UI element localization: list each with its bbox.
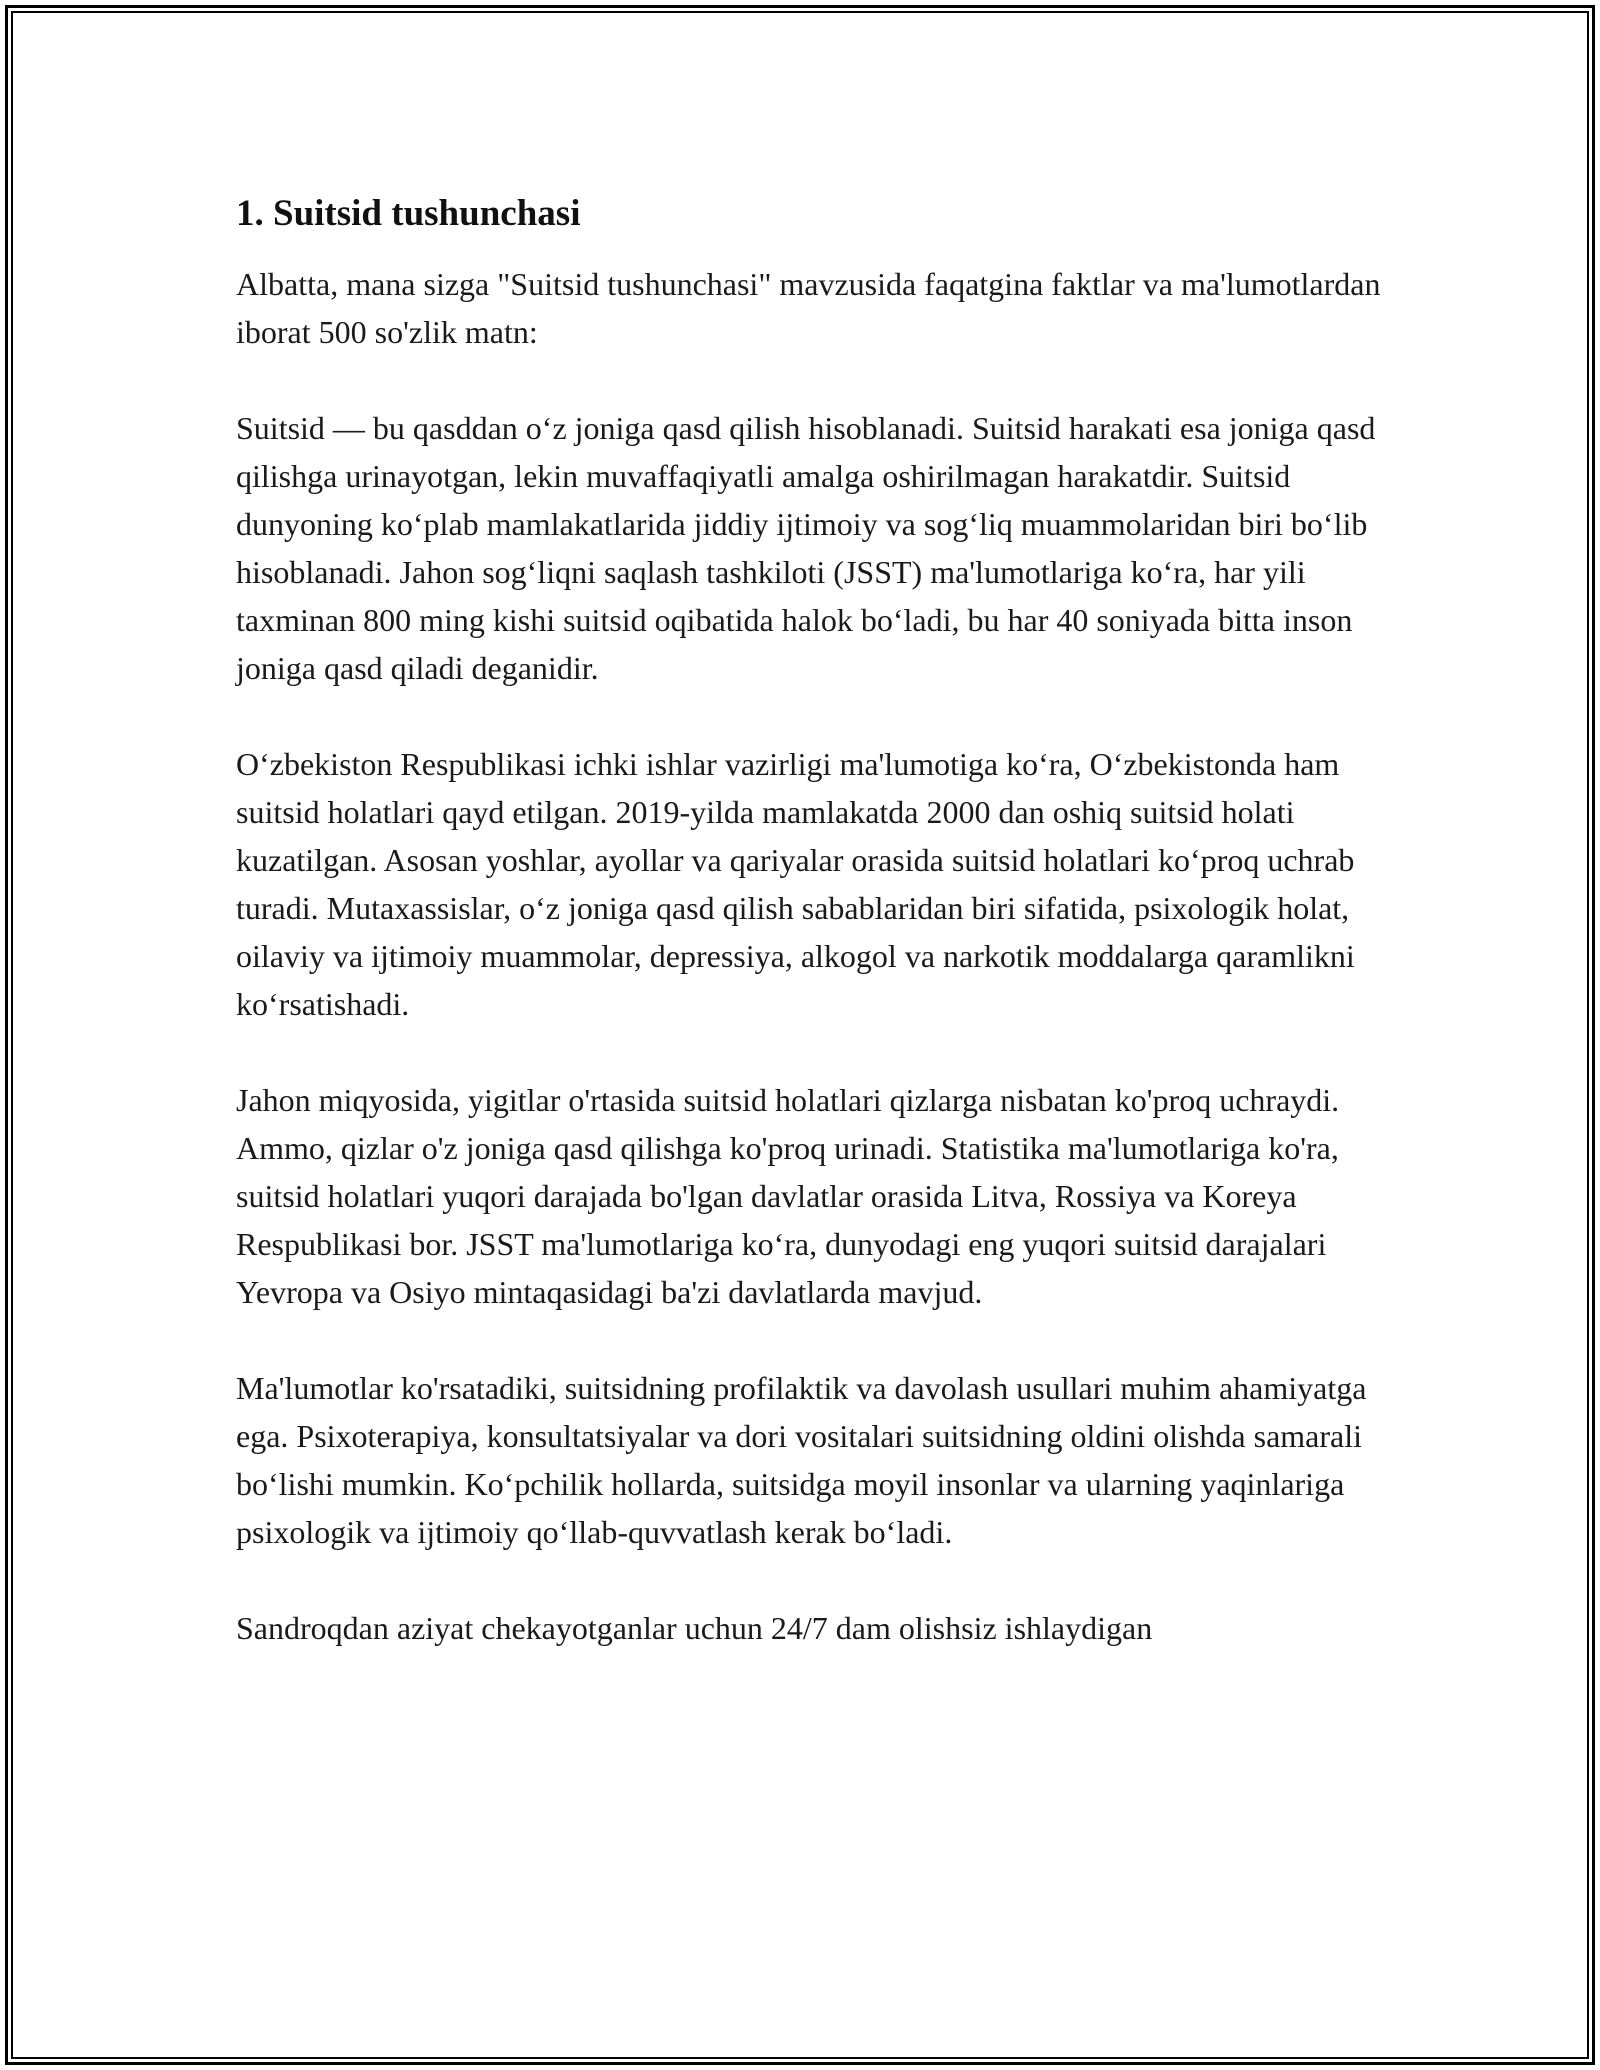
prevention-paragraph: Ma'lumotlar ko'rsatadiki, suitsidning profilaktik va davolash usullari muhim ahamiyatga ega. Psixoterapiya, konsultatsiyalar va dori vositalari suitsidning oldini olishda samarali bo‘lishi mumkin. Ko‘pchilik hollarda, suitsidga moyil insonlar va ularning yaqinlariga psixologik va ijtimoiy qo‘llab-quvvatlash kerak bo‘ladi.: [236, 1370, 1367, 1550]
section-heading: 1. Suitsid tushunchasi: [236, 193, 581, 234]
global-statistics-paragraph: Jahon miqyosida, yigitlar o'rtasida suitsid holatlari qizlarga nisbatan ko'proq uchraydi. Ammo, qizlar o'z joniga qasd qilishga ko'proq urinadi. Statistika ma'lumotlariga ko'ra, suitsid holatlari yuqori darajada bo'lgan davlatlar orasida Litva, Rossiya va Koreya Respublikasi bor. JSST ma'lumotlariga ko‘ra, dunyodagi eng yuqori suitsid darajalari Yevropa va Osiyo mintaqasidagi ba'zi davlatlarda mavjud.: [236, 1082, 1340, 1310]
definition-paragraph: Suitsid — bu qasddan o‘z joniga qasd qilish hisoblanadi. Suitsid harakati esa joniga qasd qilishga urinayotgan, lekin muvaffaqiyatli amalga oshirilmagan harakatdir. Suitsid dunyoning ko‘plab mamlakatlarida jiddiy ijtimoiy va sog‘liq muammolaridan biri bo‘lib hisoblanadi. Jahon sog‘liqni saqlash tashkiloti (JSST) ma'lumotlariga ko‘ra, har yili taxminan 800 ming kishi suitsid oqibatida halok bo‘ladi, bu har 40 soniyada bitta inson joniga qasd qiladi deganidir.: [236, 410, 1376, 686]
uzbekistan-paragraph: O‘zbekiston Respublikasi ichki ishlar vazirligi ma'lumotiga ko‘ra, O‘zbekistonda ham suitsid holatlari qayd etilgan. 2019-yilda mamlakatda 2000 dan oshiq suitsid holati kuzatilgan. Asosan yoshlar, ayollar va qariyalar orasida suitsid holatlari ko‘proq uchrab turadi. Mutaxassislar, o‘z joniga qasd qilish sabablaridan biri sifatida, psixologik holat, oilaviy va ijtimoiy muammolar, depressiya, alkogol va narkotik moddalarga qaramlikni ko‘rsatishadi.: [236, 746, 1355, 1022]
document-body: [236, 186, 1386, 1700]
support-paragraph: Sandroqdan aziyat chekayotganlar uchun 24/7 dam olishsiz ishlaydigan: [236, 1610, 1153, 1646]
intro-paragraph: Albatta, mana sizga "Suitsid tushunchasi" mavzusida faqatgina faktlar va ma'lumotlardan iborat 500 so'zlik matn:: [236, 266, 1381, 350]
